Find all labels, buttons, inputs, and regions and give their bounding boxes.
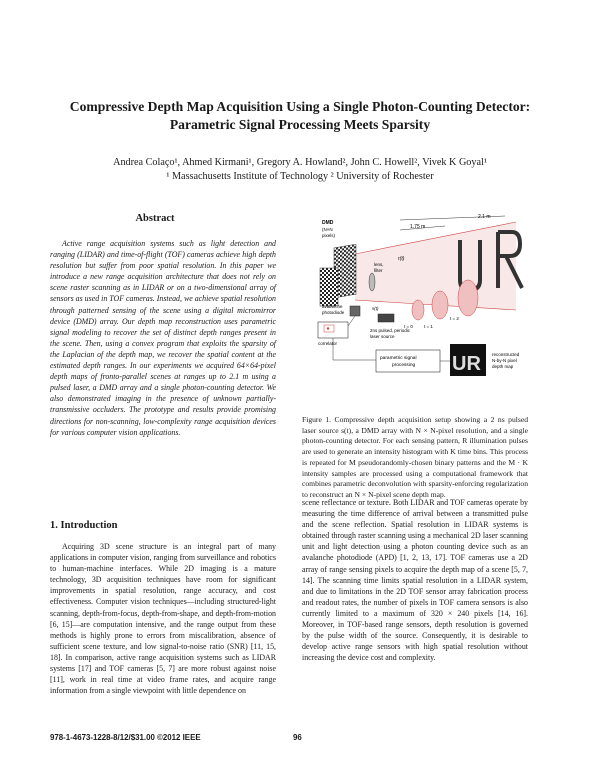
label-recon-3: depth map xyxy=(492,364,514,369)
pulse-t0 xyxy=(412,300,424,320)
pulse-t1 xyxy=(432,291,448,319)
processing-box xyxy=(376,350,440,372)
figure-1 xyxy=(300,210,532,410)
author-list: Andrea Colaço¹, Ahmed Kirmani¹, Gregory A. Howland², John C. Howell², Vivek K Goyal¹ xyxy=(113,157,487,168)
pulse-t2 xyxy=(458,280,478,316)
label-filter: filter xyxy=(374,268,383,273)
label-laser-1: 2ns pulsed, periodic xyxy=(370,328,411,333)
paper-title xyxy=(40,98,560,134)
label-distance-1: 1.75 m xyxy=(410,224,426,230)
label-t0: t = 0 xyxy=(404,324,413,329)
avalanche-photodiode xyxy=(350,306,360,316)
label-processing-2: processing xyxy=(392,363,416,368)
abstract-heading: Abstract xyxy=(135,213,175,224)
label-processing-1: parametric signal xyxy=(380,356,417,361)
wire-apd xyxy=(348,316,355,326)
label-correlator: correlator xyxy=(318,341,338,346)
title-line-1: Compressive Depth Map Acquisition Using a Single Photon-Counting Detector: xyxy=(69,99,531,114)
affiliations: ¹ Massachusetts Institute of Technology ² University of Rochester xyxy=(166,171,434,182)
label-t2: t = 2 xyxy=(450,316,459,321)
footer-page-number: 96 xyxy=(293,733,302,742)
label-st: s(t) xyxy=(372,306,379,311)
label-recon-2: N-by-N pixel xyxy=(492,358,517,363)
label-laser-2: laser source xyxy=(370,334,395,339)
label-t1: t = 1 xyxy=(424,324,433,329)
figure-caption: Figure 1. Compressive depth acquisition setup showing a 2 ns pulsed laser source s(t), a DMD array with N × N-pixel resolution, and a single photon-counting detector. For each sensing pattern, R illumination pulses are used to generate an intensity histogram with K time bins. This process is repeated for M pseudorandomly-chosen binary patterns and the M · K intensity samples are processed using a computational framework that combines parametric deconvolution with sparsity-enforcing regularization to reconstruct an N × N-pixel scene depth map. xyxy=(302,415,528,499)
label-dmd-sub2: pixels) xyxy=(322,233,336,238)
laser-source xyxy=(378,314,394,322)
label-distance-2: 2.1 m xyxy=(478,214,491,220)
label-dmd: DMD xyxy=(322,220,334,226)
label-recon-1: reconstructed xyxy=(492,352,520,357)
introduction-heading: 1. Introduction xyxy=(50,520,118,531)
depth-map-letters: UR xyxy=(452,353,481,375)
introduction-continuation: scene reflectance or texture. Both LIDAR and TOF cameras operate by measuring the time difference of arrival between a transmitted pulse and the scene reflection. Spatial resolution in LIDAR systems is obtained through raster scanning using a mechanical 2D laser scanning unit and light detection using a photon counting device such as an avalanche photodiode (APD) [1, 2, 13, 17]. TOF cameras use a 2D array of range sensing pixels to acquire the depth map of a scene [5, 7, 14]. The scanning time limits spatial resolution in a LIDAR system, and due to limitations in the 2D TOF sensor array fabrication process and readout rates, the number of pixels in TOF camera sensors is also currently limited to a maximum of 320 × 240 pixels [14, 16]. Moreover, in TOF-based range sensors, depth resolution is governed by the pulse width of the source. Consequently, it is desirable to develop active range sensors with high spatial resolution without increasing the device cost and complexity. xyxy=(302,498,528,663)
label-photodiode: photodiode xyxy=(322,310,345,315)
setup-diagram xyxy=(300,210,532,410)
introduction-body: Acquiring 3D scene structure is an integral part of many applications in computer vision, ranging from surveillance and robotics to human-machine interfaces. While 2D imaging is a mature technology, 3D acquisition techniques have room for significant improvements in spatial resolution, range accuracy, and cost effectiveness. Computer vision techniques—including structured-light scanning, depth-from-focus, depth-from-shape, and depth-from-motion [6, 15]—are computation intensive, and the range output from these methods is highly prone to errors from miscalibration, absence of sufficient scene texture, and low signal-to-noise ratio (SNR) [11, 15, 18]. In comparison, active range acquisition systems such as LIDAR systems [17] and TOF cameras [5, 7] are more robust against noise [11], work in real time at video frame rates, and acquire range information from a single viewpoint with little dependence on xyxy=(50,542,276,696)
title-line-2: Parametric Signal Processing Meets Sparsity xyxy=(169,117,431,132)
correlator-led xyxy=(327,327,329,329)
label-dmd-sub1: (N×N xyxy=(322,227,333,232)
label-rt: r(t) xyxy=(398,256,405,262)
lens xyxy=(369,273,375,291)
label-lens: lens, xyxy=(374,262,384,267)
abstract-body: Active range acquisition systems such as light detection and ranging (LIDAR) and time-of-flight (TOF) cameras achieve high depth resolution but suffer from poor spatial resolution. In this paper we introduce a new range acquisition architecture that does not rely on scene raster scanning as in LIDAR or on a two-dimensional array of sensors as used in TOF cameras. Instead, we achieve spatial resolution through patterned sensing of the scene using a digital micromirror device (DMD) array. Our depth map reconstruction uses parametric signal modeling to recover the set of distinct depth ranges present in the scene. Then, using a convex program that exploits the sparsity of the Laplacian of the depth map, we recover the spatial content at the estimated depth ranges. In our experiments we acquired 64×64-pixel depth maps of fronto-parallel scenes at ranges up to 2.1 m using a pulsed laser, a DMD array and a single photon-counting detector. We also demonstrated imaging in the presence of unknown partially-transmissive occluders. The prototype and results provide promising directions for non-scanning, low-complexity range acquisition devices for various computer vision applications. xyxy=(50,239,276,437)
label-avalanche: avalanche xyxy=(322,304,343,309)
dmd-pattern xyxy=(320,268,338,306)
footer-isbn: 978-1-4673-1228-8/12/$31.00 ©2012 IEEE xyxy=(50,733,201,742)
